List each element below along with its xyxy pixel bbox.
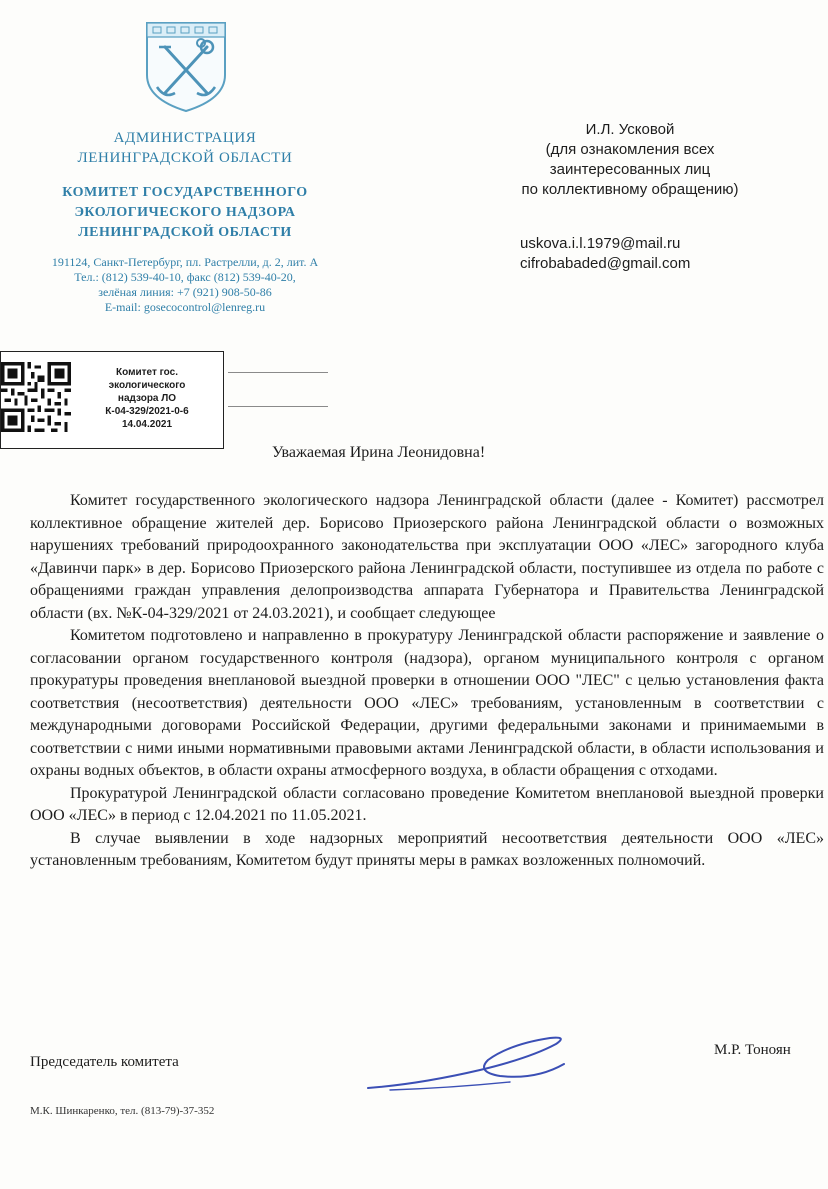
green-line: зелёная линия: +7 (921) 908-50-86 bbox=[98, 285, 272, 299]
stamp-line: надзора ЛО bbox=[117, 393, 177, 404]
stamp-reg-number: К-04-329/2021-0-6 bbox=[105, 406, 189, 417]
divider-line bbox=[228, 372, 328, 373]
address-line: 191124, Санкт-Петербург, пл. Растрелли, д. 2, лит. А bbox=[51, 255, 319, 269]
administration-line: АДМИНИСТРАЦИЯ bbox=[113, 130, 257, 146]
signatory-title: Председатель комитета bbox=[30, 1054, 179, 1070]
stamp-text bbox=[73, 366, 221, 431]
divider-line bbox=[228, 406, 328, 407]
committee-heading bbox=[30, 183, 340, 243]
coat-of-arms-emblem bbox=[143, 17, 229, 113]
committee-line: КОМИТЕТ ГОСУДАРСТВЕННОГО bbox=[62, 185, 308, 200]
executor-contact: М.К. Шинкаренко, тел. (813-79)-37-352 bbox=[30, 1105, 215, 1117]
administration-heading bbox=[30, 128, 340, 168]
email-address: uskova.i.l.1979@mail.ru bbox=[520, 235, 681, 252]
qr-code-icon bbox=[1, 362, 71, 432]
email-address: cifrobabaded@gmail.com bbox=[520, 255, 691, 272]
addressee-name: И.Л. Усковой bbox=[585, 121, 675, 138]
body-paragraph: Прокуратурой Ленинградской области согласовано проведение Комитетом внеплановой выездной проверки ООО «ЛЕС» в период с 12.04.2021 по 11.05.2021. bbox=[30, 784, 824, 824]
stamp-line: экологического bbox=[108, 380, 186, 391]
letter-body bbox=[30, 490, 824, 873]
committee-line: ЭКОЛОГИЧЕСКОГО НАДЗОРА bbox=[74, 205, 296, 220]
administration-line: ЛЕНИНГРАДСКОЙ ОБЛАСТИ bbox=[77, 150, 293, 166]
phone-line: Тел.: (812) 539-40-10, факс (812) 539-40-20, bbox=[74, 270, 296, 284]
greeting: Уважаемая Ирина Леонидовна! bbox=[272, 444, 486, 461]
signatory-name: М.Р. Тоноян bbox=[714, 1042, 791, 1058]
committee-line: ЛЕНИНГРАДСКОЙ ОБЛАСТИ bbox=[78, 225, 292, 240]
body-paragraph: Комитетом подготовлено и направленно в прокуратуру Ленинградской области распоряжение и заявление о согласовании органом государственного контроля (надзора), органом муниципального контроля с органом прокуратуры проведения внеплановой выездной проверки в отношении ООО "ЛЕС" с целью установления факта соответствия (несоответствия) деятельности ООО «ЛЕС» требованиям, установленным в соответствии с международными договорами Российской Федерации, другими федеральными законами и принимаемыми в соответствии с ними иными нормативными правовыми актами Ленинградской области, в области использования и охраны водных объектов, в области охраны атмосферного воздуха, в области обращения с отходами. bbox=[30, 627, 824, 779]
stamp-date: 14.04.2021 bbox=[121, 419, 173, 430]
stamp-line: Комитет гос. bbox=[116, 367, 178, 378]
body-paragraph: Комитет государственного экологического надзора Ленинградской области (далее - Комитет) рассмотрел коллективное обращение жителей дер. Борисово Приозерского района Ленинградской области о возможных нарушениях требований природоохранного законодательства при эксплуатации ООО «ЛЕС» загородного клуба «Давинчи парк» в дер. Борисово Приозерского района Ленинградской области, поступившее из отдела по работе с обращениями граждан управления делопроизводства аппарата Губернатора и Правительства Ленинградской области (вх. №К-04-329/2021 от 24.03.2021), и сообщает следующее bbox=[30, 492, 824, 622]
email-line: E-mail: gosecocontrol@lenreg.ru bbox=[104, 300, 266, 314]
addressee-note: (для ознакомления всех bbox=[545, 141, 715, 158]
addressee-block bbox=[470, 120, 790, 200]
handwritten-signature bbox=[360, 1030, 580, 1100]
registration-stamp bbox=[0, 351, 224, 449]
body-paragraph: В случае выявлении в ходе надзорных мероприятий несоответствия деятельности ООО «ЛЕС» установленным требованиям, Комитетом будут приняты меры в рамках возложенных полномочий. bbox=[30, 829, 824, 869]
addressee-emails bbox=[520, 234, 760, 274]
addressee-note: по коллективному обращению) bbox=[521, 181, 739, 198]
letterhead-contacts bbox=[30, 255, 340, 315]
addressee-note: заинтересованных лиц bbox=[549, 161, 711, 178]
